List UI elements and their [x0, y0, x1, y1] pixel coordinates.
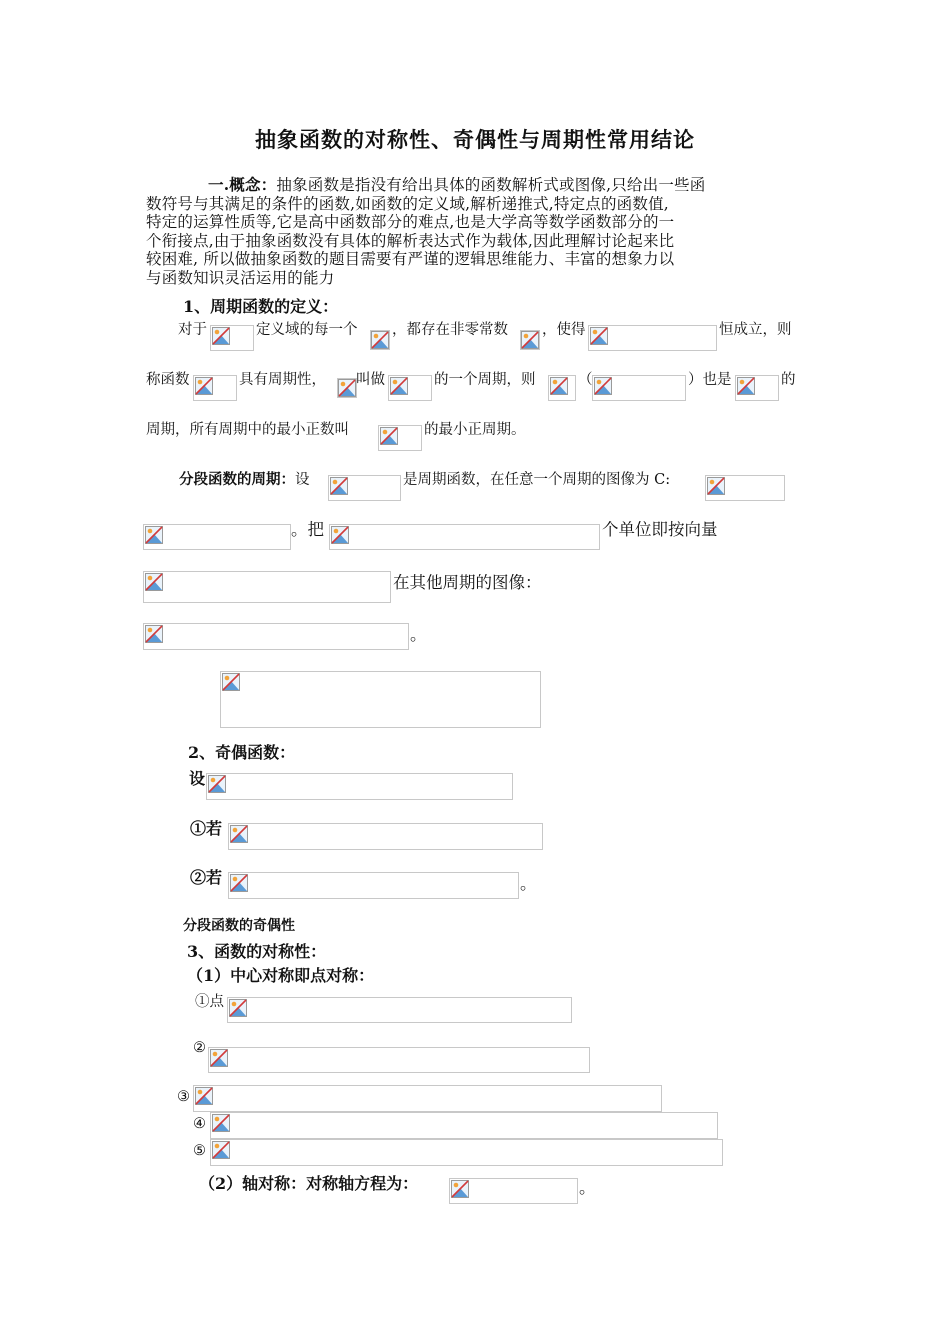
- broken-image-icon: [230, 874, 248, 892]
- piecewise-periodic-text-3: 。把: [291, 520, 324, 539]
- even-odd-heading: 2、奇偶函数：: [188, 743, 296, 762]
- piecewise-periodic-text-5: 在其他周期的图像：: [393, 573, 542, 592]
- periodic-text-10: （: [578, 372, 593, 388]
- piecewise-periodic-text-2: 是周期函数，在任意一个周期的图像为 C:: [403, 472, 671, 488]
- periodic-text-13: 周期，所有周期中的最小正数叫: [146, 422, 349, 438]
- periodic-text-6: 称函数: [146, 372, 190, 388]
- even-odd-let: 设: [189, 769, 206, 788]
- symmetry-central: （1）中心对称即点对称：: [187, 966, 375, 985]
- broken-image-icon: [195, 377, 213, 395]
- formula-image: [193, 375, 237, 401]
- broken-image-icon: [390, 377, 408, 395]
- periodic-text-8: 叫做: [356, 372, 385, 388]
- formula-image: [227, 997, 572, 1023]
- broken-image-icon: [208, 775, 226, 793]
- formula-image: [143, 623, 409, 650]
- broken-image-icon: [371, 331, 389, 349]
- formula-image: [388, 375, 432, 401]
- formula-image: [193, 1085, 662, 1112]
- symmetry-end: 。: [579, 1178, 596, 1197]
- formula-image: [328, 475, 401, 501]
- symmetry-item-5: ⑤: [193, 1143, 206, 1159]
- concept-line-1: 一.概念：抽象函数是指没有给出具体的函数解析式或图像,只给出一些函: [208, 175, 706, 194]
- broken-image-icon: [210, 1049, 228, 1067]
- formula-image: [370, 330, 390, 350]
- piecewise-periodic-line: 分段函数的周期：设: [179, 471, 310, 488]
- concept-paragraph: [146, 176, 798, 288]
- broken-image-icon: [590, 327, 608, 345]
- piecewise-periodic-text-6: 。: [410, 625, 427, 644]
- broken-image-icon: [707, 477, 725, 495]
- broken-image-icon: [145, 625, 163, 643]
- broken-image-icon: [222, 673, 240, 691]
- symmetry-heading: 3、函数的对称性：: [187, 942, 327, 961]
- formula-image: [143, 524, 291, 550]
- piecewise-periodic-text-4: 个单位即按向量: [602, 520, 718, 539]
- periodic-text-11: ）也是: [688, 372, 732, 388]
- symmetry-axial: （2）轴对称：对称轴方程为：: [199, 1174, 419, 1193]
- even-odd-end: 。: [520, 874, 537, 893]
- broken-image-icon: [737, 377, 755, 395]
- concept-line-6: 与函数知识灵活运用的能力: [146, 268, 335, 287]
- formula-image: [548, 375, 576, 401]
- broken-image-icon: [451, 1180, 469, 1198]
- formula-image: [735, 375, 779, 401]
- page-title: 抽象函数的对称性、奇偶性与周期性常用结论: [255, 127, 695, 152]
- formula-image: [206, 773, 513, 800]
- formula-image: [329, 524, 600, 550]
- broken-image-icon: [380, 427, 398, 445]
- periodic-text-1: 对于: [178, 322, 207, 338]
- periodic-text-9: 的一个周期，则: [434, 372, 536, 388]
- broken-image-icon: [331, 526, 349, 544]
- concept-line-3: 特定的运算性质等,它是高中函数部分的难点,也是大学高等数学函数部分的一: [146, 213, 675, 232]
- formula-image: [210, 325, 254, 351]
- periodic-text-12: 的: [781, 372, 796, 388]
- formula-image: [520, 330, 540, 350]
- periodic-text-14: 的最小正周期。: [424, 422, 526, 438]
- even-odd-case-1: ①若: [190, 819, 223, 838]
- periodic-text-2: 定义域的每一个: [256, 322, 358, 338]
- broken-image-icon: [550, 377, 568, 395]
- periodic-text-3: ，都存在非零常数: [392, 322, 508, 338]
- formula-image: [210, 1139, 723, 1166]
- formula-image: [588, 325, 717, 351]
- periodic-text-5: 恒成立，则: [719, 322, 792, 338]
- broken-image-icon: [330, 477, 348, 495]
- formula-image: [228, 872, 519, 899]
- formula-image: [449, 1178, 578, 1204]
- periodic-heading: 1、周期函数的定义：: [183, 297, 339, 316]
- concept-line-5: 较困难, 所以做抽象函数的题目需要有严谨的逻辑思维能力、丰富的想象力以: [146, 250, 675, 269]
- formula-image: [337, 378, 357, 398]
- broken-image-icon: [145, 526, 163, 544]
- formula-image: [705, 475, 785, 501]
- concept-line-4: 个衔接点,由于抽象函数没有具体的解析表达式作为载体,因此理解讨论起来比: [146, 231, 675, 250]
- symmetry-item-1: ①点: [195, 994, 224, 1010]
- broken-image-icon: [195, 1087, 213, 1105]
- periodic-text-7: 具有周期性，: [239, 372, 326, 388]
- formula-image: [143, 571, 391, 603]
- formula-image: [210, 1112, 718, 1139]
- broken-image-icon: [230, 825, 248, 843]
- formula-image: [378, 425, 422, 451]
- periodic-text-4: ，使得: [542, 322, 586, 338]
- piecewise-parity: 分段函数的奇偶性: [183, 918, 295, 934]
- concept-lead: 一.概念：: [208, 175, 277, 194]
- broken-image-icon: [521, 331, 539, 349]
- broken-image-icon: [212, 1114, 230, 1132]
- broken-image-icon: [212, 327, 230, 345]
- broken-image-icon: [594, 377, 612, 395]
- symmetry-item-3: ③: [177, 1089, 190, 1105]
- formula-image: [228, 823, 543, 850]
- broken-image-icon: [338, 379, 356, 397]
- formula-image: [592, 375, 686, 401]
- concept-line-2: 数符号与其满足的条件的函数,如函数的定义域,解析递推式,特定点的函数值,: [146, 194, 669, 213]
- broken-image-icon: [229, 999, 247, 1017]
- figure-image: [220, 671, 541, 728]
- symmetry-item-2: ②: [193, 1040, 206, 1056]
- piecewise-periodic-lead: 分段函数的周期：: [179, 471, 295, 488]
- broken-image-icon: [212, 1141, 230, 1159]
- symmetry-item-4: ④: [193, 1116, 206, 1132]
- even-odd-case-2: ②若: [190, 868, 223, 887]
- formula-image: [208, 1047, 590, 1073]
- broken-image-icon: [145, 573, 163, 591]
